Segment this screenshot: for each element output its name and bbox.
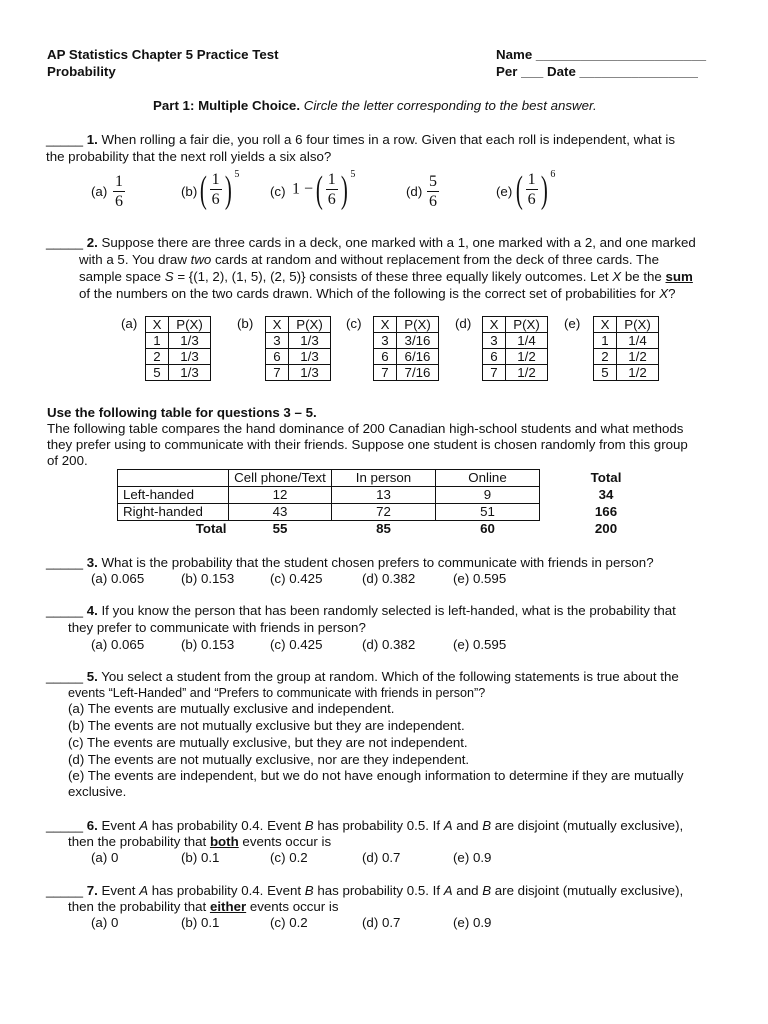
q5-option-d: (d) The events are not mutually exclusive, nor are they independent. bbox=[68, 752, 470, 767]
test-title: AP Statistics Chapter 5 Practice Test bbox=[47, 47, 279, 62]
choice: (e) 0.9 bbox=[453, 915, 492, 930]
x-value: 2 bbox=[594, 349, 617, 365]
denominator: 6 bbox=[211, 191, 220, 208]
col-total: 55 bbox=[272, 521, 288, 536]
col-header: P(X) bbox=[289, 317, 331, 333]
choice: (c) 0.2 bbox=[270, 915, 308, 930]
var-x: X bbox=[612, 269, 622, 284]
fraction bbox=[210, 170, 222, 209]
choice: (b) 0.153 bbox=[181, 571, 235, 586]
text: has probability 0.5. If bbox=[313, 818, 444, 833]
table-row bbox=[594, 333, 659, 349]
totals-row bbox=[118, 521, 540, 538]
var-b: B bbox=[482, 883, 492, 898]
x-value: 2 bbox=[146, 349, 169, 365]
right-paren: ) bbox=[224, 168, 232, 211]
col-header: X bbox=[483, 317, 506, 333]
header-row bbox=[374, 317, 439, 333]
right-paren: ) bbox=[540, 168, 548, 211]
answer-blank: _____ bbox=[46, 883, 83, 898]
text: events occur is bbox=[238, 834, 332, 849]
row-label: Right-handed bbox=[118, 504, 229, 521]
table-row bbox=[374, 349, 439, 365]
table-row bbox=[146, 365, 211, 381]
q1-choice-e-label: (e) bbox=[496, 184, 513, 199]
total-header: Total bbox=[590, 470, 622, 485]
q5-option-c: (c) The events are mutually exclusive, but they are not independent. bbox=[68, 735, 468, 750]
col-header: P(X) bbox=[169, 317, 211, 333]
q1-text: When rolling a fair die, you roll a 6 four times in a row. Given that each roll is independent, what is bbox=[101, 132, 676, 147]
x-value: 3 bbox=[266, 333, 289, 349]
text: are disjoint (mutually exclusive), bbox=[491, 818, 684, 833]
table-row bbox=[146, 349, 211, 365]
x-value: 6 bbox=[374, 349, 397, 365]
col-header: In person bbox=[332, 470, 436, 487]
q1-choice-a-label: (a) bbox=[91, 184, 108, 199]
answer-blank: _____ bbox=[46, 818, 83, 833]
choice: (b) 0.1 bbox=[181, 915, 220, 930]
col-header: Cell phone/Text bbox=[229, 470, 332, 487]
choice: (c) 0.425 bbox=[270, 571, 323, 586]
numerator: 1 bbox=[115, 173, 123, 190]
q2-prob-table bbox=[482, 316, 548, 381]
choice: (a) 0 bbox=[91, 915, 119, 930]
x-value: 5 bbox=[594, 365, 617, 381]
hand-dominance-table bbox=[117, 469, 540, 537]
table-row bbox=[266, 349, 331, 365]
table-row bbox=[374, 333, 439, 349]
x-value: 1 bbox=[146, 333, 169, 349]
x-value: 7 bbox=[374, 365, 397, 381]
table-row bbox=[483, 333, 548, 349]
choice: (b) 0.1 bbox=[181, 850, 220, 865]
q1-choice-b-math bbox=[197, 170, 239, 209]
q5-option-b: (b) The events are not mutually exclusive but they are independent. bbox=[68, 718, 465, 733]
col-header: X bbox=[374, 317, 397, 333]
grand-total: 200 bbox=[594, 521, 618, 536]
q4-line2: they prefer to communicate with friends in person? bbox=[68, 620, 366, 635]
var-a: A bbox=[139, 883, 149, 898]
choice: (a) 0.065 bbox=[91, 571, 145, 586]
q5-option-e: (e) The events are independent, but we do not have enough information to determine if they are mutually bbox=[68, 768, 684, 783]
left-paren: ( bbox=[515, 168, 523, 211]
q5-option-e-cont: exclusive. bbox=[68, 784, 127, 799]
table-row bbox=[146, 333, 211, 349]
cell: 72 bbox=[332, 504, 436, 521]
col-total: 85 bbox=[376, 521, 391, 536]
text: Event bbox=[101, 883, 140, 898]
q4-text: If you know the person that has been randomly selected is left-handed, what is the probability that bbox=[101, 603, 676, 618]
text: be the bbox=[621, 269, 666, 284]
q1-choice-c-label: (c) bbox=[270, 184, 286, 199]
header-row bbox=[266, 317, 331, 333]
table-row bbox=[594, 349, 659, 365]
q5-option-a: (a) The events are mutually exclusive and independent. bbox=[68, 701, 395, 716]
denominator: 6 bbox=[429, 193, 437, 210]
q1-choice-d-label: (d) bbox=[406, 184, 423, 199]
denominator: 6 bbox=[527, 191, 536, 208]
exponent: 5 bbox=[350, 169, 356, 181]
choice: (c) 0.425 bbox=[270, 637, 323, 652]
x-value: 6 bbox=[266, 349, 289, 365]
col-header: P(X) bbox=[506, 317, 548, 333]
header-row bbox=[483, 317, 548, 333]
var-a: A bbox=[443, 818, 453, 833]
name-field: Name _______________________ bbox=[496, 47, 706, 62]
period-date-field: Per ___ Date ________________ bbox=[496, 64, 698, 79]
text: = {(1, 2), (1, 5), (2, 5)} consists of these three equally likely outcomes. Let bbox=[173, 269, 613, 284]
q6-line1 bbox=[46, 817, 683, 834]
var-a: A bbox=[443, 883, 453, 898]
emphasis: two bbox=[190, 252, 212, 267]
q5-line1 bbox=[46, 668, 679, 685]
answer-blank: _____ bbox=[46, 669, 83, 684]
q1-choice-c-math bbox=[292, 170, 355, 209]
text: then the probability that bbox=[68, 899, 210, 914]
text: has probability 0.5. If bbox=[313, 883, 444, 898]
text: sample space bbox=[79, 269, 165, 284]
text: then the probability that bbox=[68, 834, 210, 849]
choice: (d) 0.7 bbox=[362, 915, 401, 930]
answer-blank: _____ bbox=[46, 132, 83, 147]
probability: 7/16 bbox=[397, 365, 439, 381]
q2-line4 bbox=[79, 285, 675, 302]
corner-cell bbox=[118, 470, 229, 487]
numerator: 1 bbox=[211, 171, 220, 188]
choice: (a) 0 bbox=[91, 850, 119, 865]
choice: (a) 0.065 bbox=[91, 637, 145, 652]
totals-label: Total bbox=[195, 521, 227, 536]
q6-line2 bbox=[68, 833, 331, 850]
text: with a 5. You draw bbox=[79, 252, 191, 267]
part1-heading bbox=[153, 97, 597, 114]
answer-blank: _____ bbox=[46, 555, 83, 570]
part1-instruction: Circle the letter corresponding to the best answer. bbox=[303, 98, 597, 113]
probability: 1/3 bbox=[169, 333, 211, 349]
emphasis: either bbox=[209, 899, 247, 914]
q2-choice-label: (b) bbox=[237, 316, 254, 331]
table-row bbox=[266, 333, 331, 349]
row-label: Left-handed bbox=[118, 487, 229, 504]
q2-line3 bbox=[79, 268, 693, 285]
table-row bbox=[266, 365, 331, 381]
probability: 1/3 bbox=[289, 333, 331, 349]
q6-number: 6. bbox=[86, 818, 98, 833]
header-row bbox=[594, 317, 659, 333]
col-header: X bbox=[266, 317, 289, 333]
choice: (c) 0.2 bbox=[270, 850, 308, 865]
left-paren: ( bbox=[315, 168, 323, 211]
q1-line2: the probability that the next roll yields a six also? bbox=[46, 149, 332, 164]
table-row bbox=[483, 365, 548, 381]
table-intro-line2: they prefer using to communicate with their friends. Suppose one student is chosen randomly from this group bbox=[47, 437, 688, 452]
q2-choice-label: (c) bbox=[346, 316, 362, 331]
q1-line1 bbox=[46, 131, 675, 148]
q5-text: You select a student from the group at random. Which of the following statements is true about the bbox=[101, 669, 679, 684]
numerator: 1 bbox=[327, 171, 336, 188]
q5-number: 5. bbox=[86, 669, 98, 684]
choice: (e) 0.595 bbox=[453, 571, 507, 586]
emphasis: sum bbox=[665, 269, 693, 284]
choice: (b) 0.153 bbox=[181, 637, 235, 652]
q4-line1 bbox=[46, 602, 676, 619]
fraction bbox=[326, 170, 338, 209]
probability: 1/3 bbox=[169, 349, 211, 365]
q3-line1 bbox=[46, 554, 654, 571]
q2-text: Suppose there are three cards in a deck, one marked with a 1, one marked with a 2, and one marked bbox=[101, 235, 696, 250]
x-value: 6 bbox=[483, 349, 506, 365]
probability: 1/3 bbox=[289, 365, 331, 381]
part1-title: Part 1: Multiple Choice. bbox=[153, 98, 301, 113]
table-row bbox=[118, 504, 540, 521]
q4-number: 4. bbox=[86, 603, 98, 618]
q2-line1 bbox=[46, 234, 696, 251]
q1-choice-d-fraction bbox=[427, 172, 439, 211]
header-row bbox=[146, 317, 211, 333]
fraction bbox=[526, 170, 538, 209]
table-intro-line1: The following table compares the hand dominance of 200 Canadian high-school students and what methods bbox=[47, 421, 684, 436]
q7-line1 bbox=[46, 882, 683, 899]
probability: 6/16 bbox=[397, 349, 439, 365]
denominator: 6 bbox=[327, 191, 336, 208]
text: and bbox=[452, 883, 483, 898]
text: has probability 0.4. Event bbox=[148, 883, 305, 898]
x-value: 1 bbox=[594, 333, 617, 349]
text: events occur is bbox=[246, 899, 339, 914]
q7-line2 bbox=[68, 898, 339, 915]
probability: 1/4 bbox=[617, 333, 659, 349]
text: ? bbox=[668, 286, 676, 301]
emphasis: both bbox=[209, 834, 239, 849]
q2-prob-table bbox=[593, 316, 659, 381]
right-paren: ) bbox=[340, 168, 348, 211]
var-s: S bbox=[164, 269, 174, 284]
q1-choice-a-fraction bbox=[113, 172, 125, 211]
text: are disjoint (mutually exclusive), bbox=[491, 883, 684, 898]
q2-line2 bbox=[79, 251, 659, 268]
var-a: A bbox=[139, 818, 149, 833]
text: and bbox=[452, 818, 483, 833]
one-minus: 1 − bbox=[292, 180, 314, 198]
probability: 1/2 bbox=[506, 349, 548, 365]
choice: (e) 0.595 bbox=[453, 637, 507, 652]
cell: 13 bbox=[332, 487, 436, 504]
probability: 1/2 bbox=[617, 349, 659, 365]
denominator: 6 bbox=[115, 193, 123, 210]
header-row bbox=[118, 470, 540, 487]
answer-blank: _____ bbox=[46, 603, 83, 618]
cell: 51 bbox=[436, 504, 540, 521]
q2-prob-table bbox=[373, 316, 439, 381]
table-row bbox=[483, 349, 548, 365]
text: Event bbox=[101, 818, 140, 833]
q3-text: What is the probability that the student chosen prefers to communicate with friends in person? bbox=[101, 555, 654, 570]
q5-line2: events “Left-Handed” and “Prefers to communicate with friends in person”? bbox=[68, 686, 486, 700]
table-intro-line3: of 200. bbox=[47, 453, 88, 468]
exponent: 5 bbox=[234, 169, 240, 181]
text: cards at random and without replacement from the deck of three cards. The bbox=[211, 252, 659, 267]
var-x: X bbox=[659, 286, 669, 301]
col-header: P(X) bbox=[397, 317, 439, 333]
probability: 3/16 bbox=[397, 333, 439, 349]
table-row bbox=[374, 365, 439, 381]
text: has probability 0.4. Event bbox=[148, 818, 305, 833]
choice: (d) 0.382 bbox=[362, 571, 416, 586]
var-b: B bbox=[304, 818, 314, 833]
choice: (e) 0.9 bbox=[453, 850, 492, 865]
var-b: B bbox=[304, 883, 314, 898]
x-value: 3 bbox=[483, 333, 506, 349]
col-header: P(X) bbox=[617, 317, 659, 333]
q1-number: 1. bbox=[86, 132, 98, 147]
test-subtitle: Probability bbox=[47, 64, 116, 79]
x-value: 7 bbox=[483, 365, 506, 381]
q7-number: 7. bbox=[86, 883, 98, 898]
table-intro-heading: Use the following table for questions 3 – 5. bbox=[47, 405, 317, 420]
q2-choice-label: (e) bbox=[564, 316, 581, 331]
x-value: 3 bbox=[374, 333, 397, 349]
row-total: 166 bbox=[594, 504, 618, 519]
x-value: 7 bbox=[266, 365, 289, 381]
numerator: 5 bbox=[429, 173, 437, 190]
left-paren: ( bbox=[199, 168, 207, 211]
cell: 12 bbox=[229, 487, 332, 504]
cell: 9 bbox=[436, 487, 540, 504]
cell: 43 bbox=[229, 504, 332, 521]
probability: 1/4 bbox=[506, 333, 548, 349]
q2-choice-label: (a) bbox=[121, 316, 138, 331]
q2-choice-label: (d) bbox=[455, 316, 472, 331]
probability: 1/2 bbox=[506, 365, 548, 381]
q2-prob-table bbox=[265, 316, 331, 381]
col-total: 60 bbox=[480, 521, 495, 536]
q2-prob-table bbox=[145, 316, 211, 381]
q3-number: 3. bbox=[86, 555, 98, 570]
col-header: X bbox=[146, 317, 169, 333]
q2-number: 2. bbox=[86, 235, 98, 250]
probability: 1/3 bbox=[289, 349, 331, 365]
q1-choice-e-math bbox=[513, 170, 555, 209]
var-b: B bbox=[482, 818, 492, 833]
x-value: 5 bbox=[146, 365, 169, 381]
col-header: X bbox=[594, 317, 617, 333]
col-header: Online bbox=[436, 470, 540, 487]
probability: 1/2 bbox=[617, 365, 659, 381]
choice: (d) 0.382 bbox=[362, 637, 416, 652]
table-row bbox=[594, 365, 659, 381]
table-row bbox=[118, 487, 540, 504]
exponent: 6 bbox=[550, 169, 556, 181]
answer-blank: _____ bbox=[46, 235, 83, 250]
q1-choice-b-label: (b) bbox=[181, 184, 198, 199]
text: of the numbers on the two cards drawn. Which of the following is the correct set of probabilities for bbox=[79, 286, 660, 301]
row-total: 34 bbox=[598, 487, 614, 502]
probability: 1/3 bbox=[169, 365, 211, 381]
choice: (d) 0.7 bbox=[362, 850, 401, 865]
numerator: 1 bbox=[527, 171, 536, 188]
